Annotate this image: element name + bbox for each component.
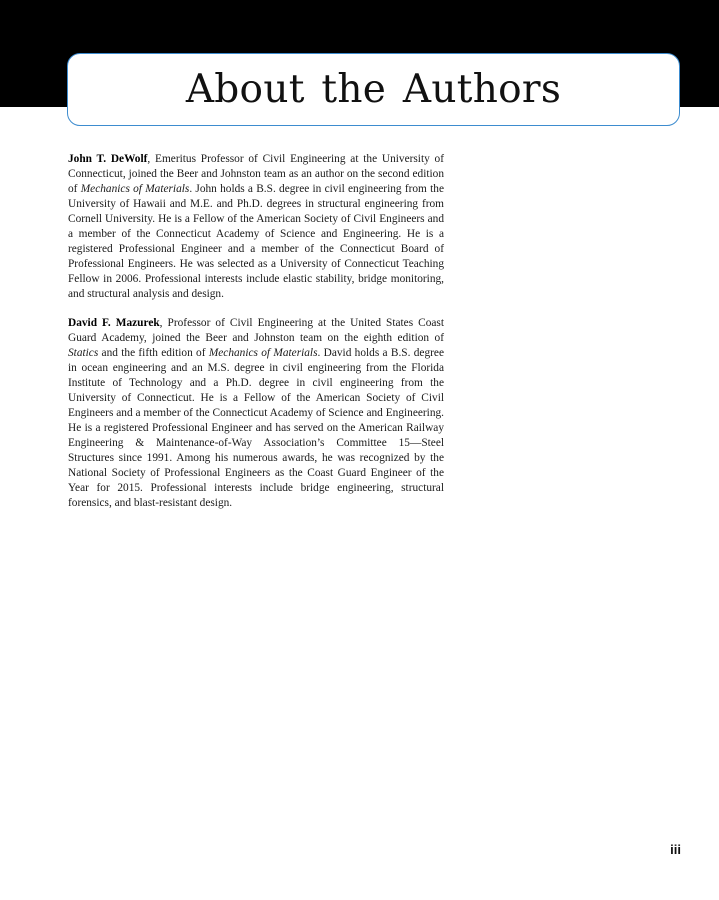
bio-text: . David holds a B.S. degree in ocean engineering and an M.S. degree in civil engineering from the Florida Institute of Technology and a Ph.D. degree in civil engineering from the University of Connecticut. He is a Fellow of the American Society of Civil Engineers and a member of the Connecticut Academy of Science and Engineering. He is a registered Professional Engineer and has served on the American Railway Engineering & Maintenance-of-Way Association’s Committee 15—Steel Structures since 1991. Among his numerous awards, he was recognized by the National Society of Professional Engineers as the Coast Guard Engineer of the Year for 2015. Professional interests include bridge engineering, structural forensics, and blast-resistant design. <box>68 347 444 509</box>
author-name: John T. DeWolf <box>68 153 148 165</box>
author-bio-dewolf <box>68 152 444 302</box>
title-banner <box>67 53 680 126</box>
page-number: iii <box>670 842 681 857</box>
bio-text: , Professor of Civil Engineering at the United States Coast Guard Academy, joined the Beer and Johnston team on the eighth edition of <box>68 317 444 344</box>
author-bio-mazurek <box>68 316 444 511</box>
bio-text: . John holds a B.S. degree in civil engineering from the University of Hawaii and M.E. and Ph.D. degrees in structural engineering from Cornell University. He is a Fellow of the American Society of Civil Engineers and a member of the Connecticut Academy of Science and Engineering. He is a registered Professional Engineer and a member of the Connecticut Board of Professional Engineers. He was selected as a University of Connecticut Teaching Fellow in 2006. Professional interests include elastic stability, bridge monitoring, and structural analysis and design. <box>68 183 444 300</box>
author-name: David F. Mazurek <box>68 317 160 329</box>
author-bios <box>68 152 444 525</box>
page-title: About the Authors <box>185 67 562 112</box>
bio-text: and the fifth edition of <box>98 347 209 359</box>
book-title: Statics <box>68 347 99 359</box>
bio-text: , Emeritus Professor of Civil Engineering at the University of Connecticut, joined the Beer and Johnston team as an author on the second edition of <box>68 153 444 195</box>
book-title: Mechanics of Materials <box>80 183 190 195</box>
book-title: Mechanics of Materials <box>208 347 318 359</box>
